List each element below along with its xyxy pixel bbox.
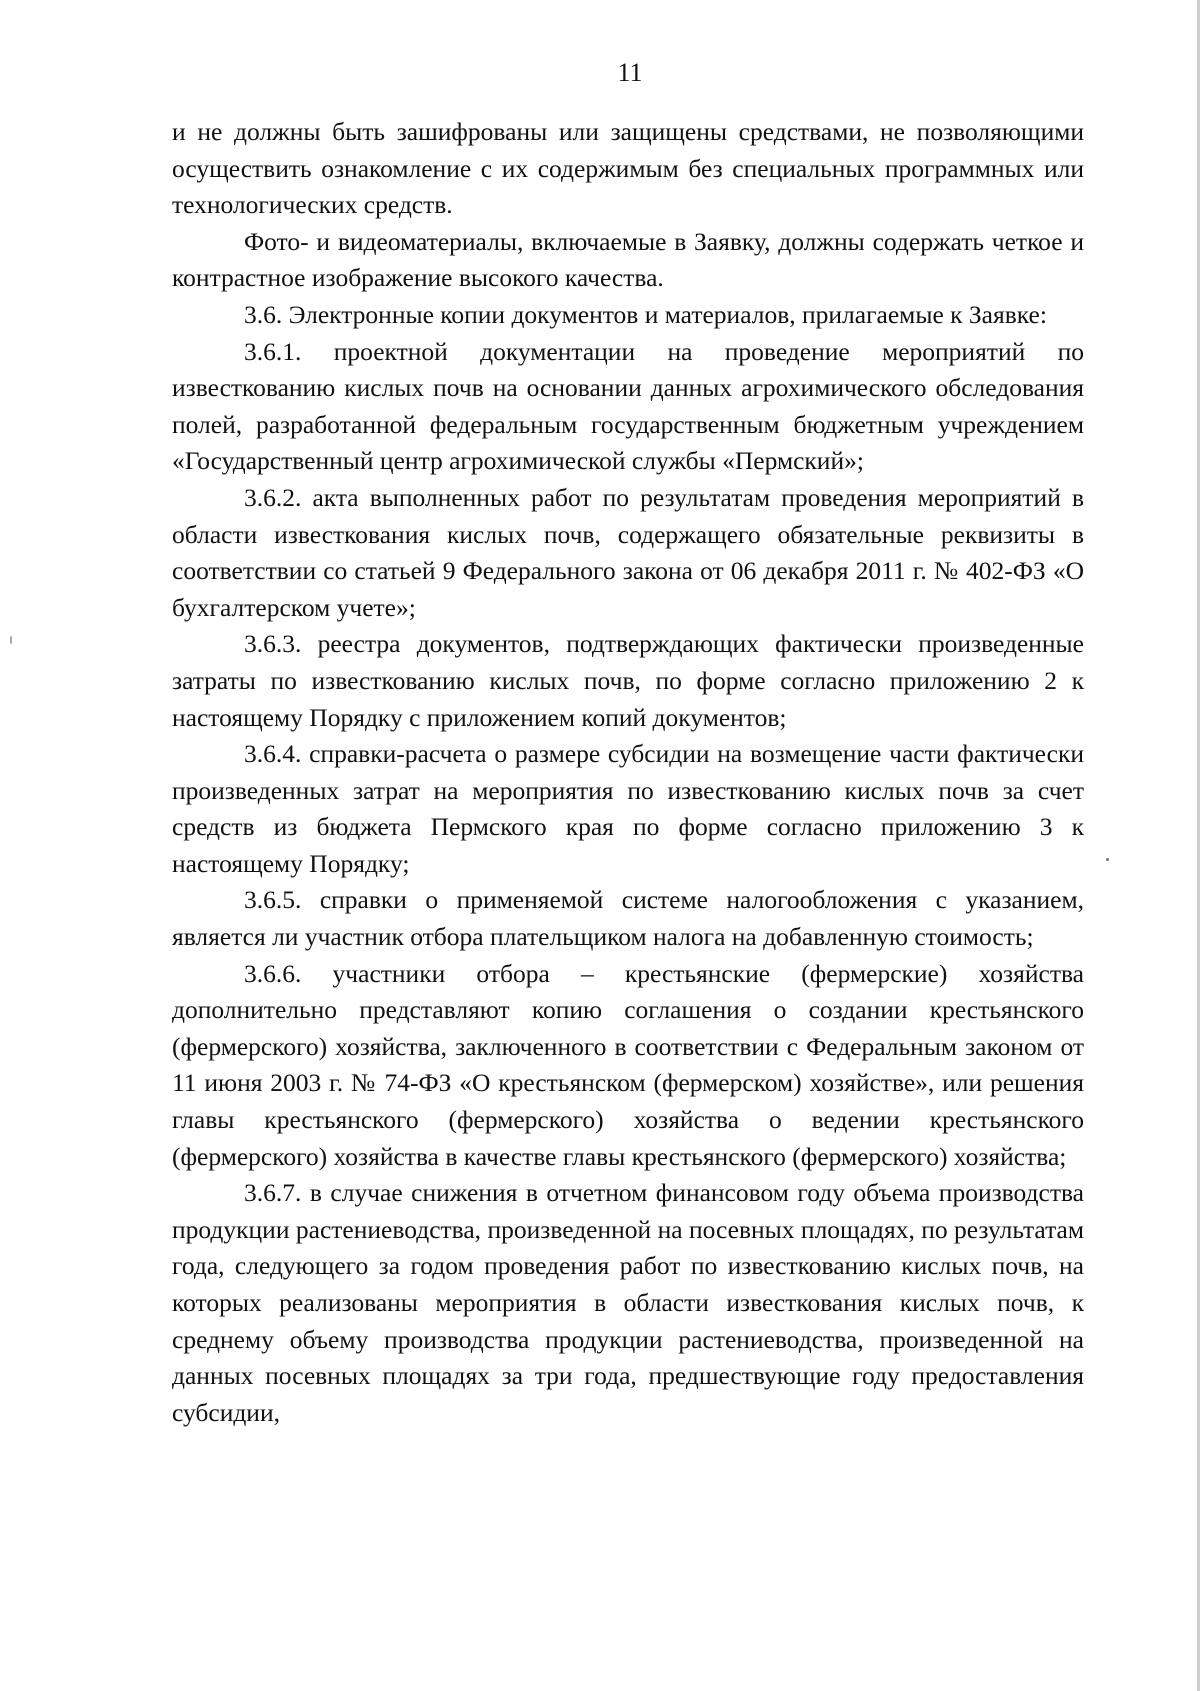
paragraph-3-6-6: 3.6.6. участники отбора – крестьянские (фермерские) хозяйства дополнительно представляют копию соглашения о создании крестьянского (фермерского) хозяйства, заключенного в соответствии с Федеральным законом от 11 июня 2003 г. № 74-ФЗ «О крестьянском (фермерском) хозяйстве», или решения главы крестьянского (фермерского) хозяйства о ведении крестьянского (фермерского) хозяйства в качестве главы крестьянского (фермерского) хозяйства; <box>172 958 1084 1171</box>
paragraph-continuation: и не должны быть зашифрованы или защищены средствами, не позволяющими осуществить ознакомление с их содержимым без специальных программных или технологических средств. <box>172 117 1084 220</box>
paragraph-3-6-1: 3.6.1. проектной документации на проведение мероприятий по известкованию кислых почв на основании данных агрохимического обследования полей, разработанной федеральным государственным бюджетным учреждением «Государственный центр агрохимической службы «Пермский»; <box>172 336 1084 476</box>
scan-speck <box>10 636 12 644</box>
paragraph-3-6-4: 3.6.4. справки-расчета о размере субсидии на возмещение части фактически произведенных затрат на мероприятия по известкованию кислых почв за счет средств из бюджета Пермского края по форме согласно приложению 3 к настоящему Порядку; <box>172 739 1084 878</box>
paragraph-3-6: 3.6. Электронные копии документов и материалов, прилагаемые к Заявке: <box>244 299 1047 329</box>
page-number: 11 <box>617 58 643 87</box>
paragraph-3-6-2: 3.6.2. акта выполненных работ по результатам проведения мероприятий в области известкования кислых почв, содержащего обязательные реквизиты в соответствии со статьей 9 Федерального закона от 06 декабря 2011 г. № 402-ФЗ «О бухгалтерском учете»; <box>172 482 1084 622</box>
paragraph-3-6-3: 3.6.3. реестра документов, подтверждающих фактически произведенные затраты по известкованию кислых почв, по форме согласно приложению 2 к настоящему Порядку с приложением копий документов; <box>172 629 1084 732</box>
paragraph-3-6-5: 3.6.5. справки о применяемой системе налогообложения с указанием, является ли участник отбора плательщиком налога на добавленную стоимость; <box>172 885 1084 952</box>
paragraph-3-6-7: 3.6.7. в случае снижения в отчетном финансовом году объема производства продукции растениеводства, произведенной на посевных площадях, по результатам года, следующего за годом проведения работ по известкованию кислых почв, на которых реализованы мероприятия в области известкования кислых почв, к среднему объему производства продукции растениеводства, произведенной на данных посевных площадях за три года, предшествующие году предоставления субсидии, <box>172 1178 1084 1427</box>
document-body <box>172 114 1084 1431</box>
paragraph-photo-video: Фото- и видеоматериалы, включаемые в Заявку, должны содержать четкое и контрастное изображение высокого качества. <box>172 226 1084 293</box>
scan-speck <box>1106 858 1109 861</box>
